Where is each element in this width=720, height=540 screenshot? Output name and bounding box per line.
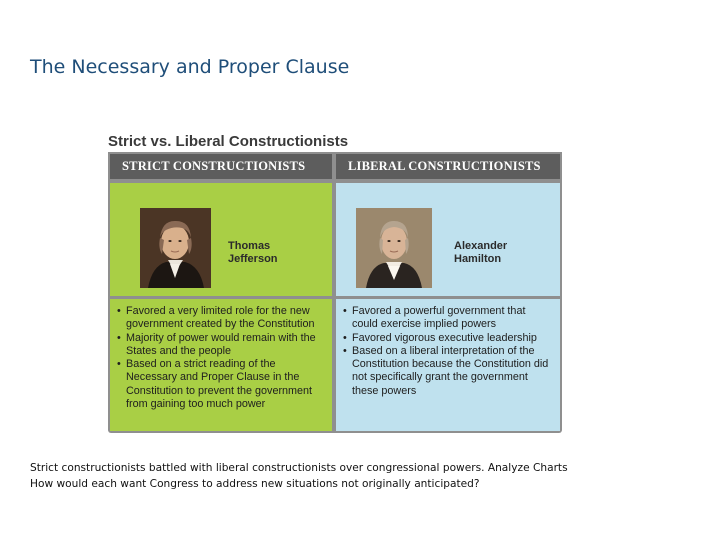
liberal-points-list	[342, 305, 554, 398]
liberal-column-header: LIBERAL CONSTRUCTIONISTS	[336, 154, 560, 179]
list-item: • Majority of power would remain with the States and the people	[116, 332, 326, 359]
strict-points-list	[116, 305, 326, 411]
jefferson-name: Thomas Jefferson	[228, 240, 278, 265]
caption	[30, 460, 690, 492]
caption-line: How would each want Congress to address new situations not originally anticipated?	[30, 478, 480, 490]
comparison-figure	[108, 132, 562, 411]
list-item: • Favored a very limited role for the new government created by the Constitution	[116, 305, 326, 332]
hamilton-cell	[336, 183, 560, 296]
caption-line: Strict constructionists battled with liberal constructionists over congressional powers. Analyze Charts	[30, 462, 568, 474]
list-item: • Favored vigorous executive leadership	[342, 332, 554, 345]
strict-points-cell	[110, 299, 332, 431]
jefferson-cell	[110, 183, 332, 296]
hamilton-name: Alexander Hamilton	[454, 240, 508, 265]
liberal-points-cell	[336, 299, 560, 431]
strict-column-header: STRICT CONSTRUCTIONISTS	[110, 154, 332, 179]
list-item: • Based on a strict reading of the Necessary and Proper Clause in the Constitution to prevent the government from gaining too much power	[116, 358, 326, 411]
figure-title: Strict vs. Liberal Constructionists	[108, 133, 349, 150]
slide-title: The Necessary and Proper Clause	[30, 56, 350, 78]
hamilton-portrait	[356, 208, 432, 288]
list-item: • Favored a powerful government that could exercise implied powers	[342, 305, 554, 332]
jefferson-portrait	[140, 208, 211, 288]
list-item: • Based on a liberal interpretation of the Constitution because the Constitution did not specifically grant the government these powers	[342, 345, 554, 398]
comparison-table	[108, 152, 562, 433]
